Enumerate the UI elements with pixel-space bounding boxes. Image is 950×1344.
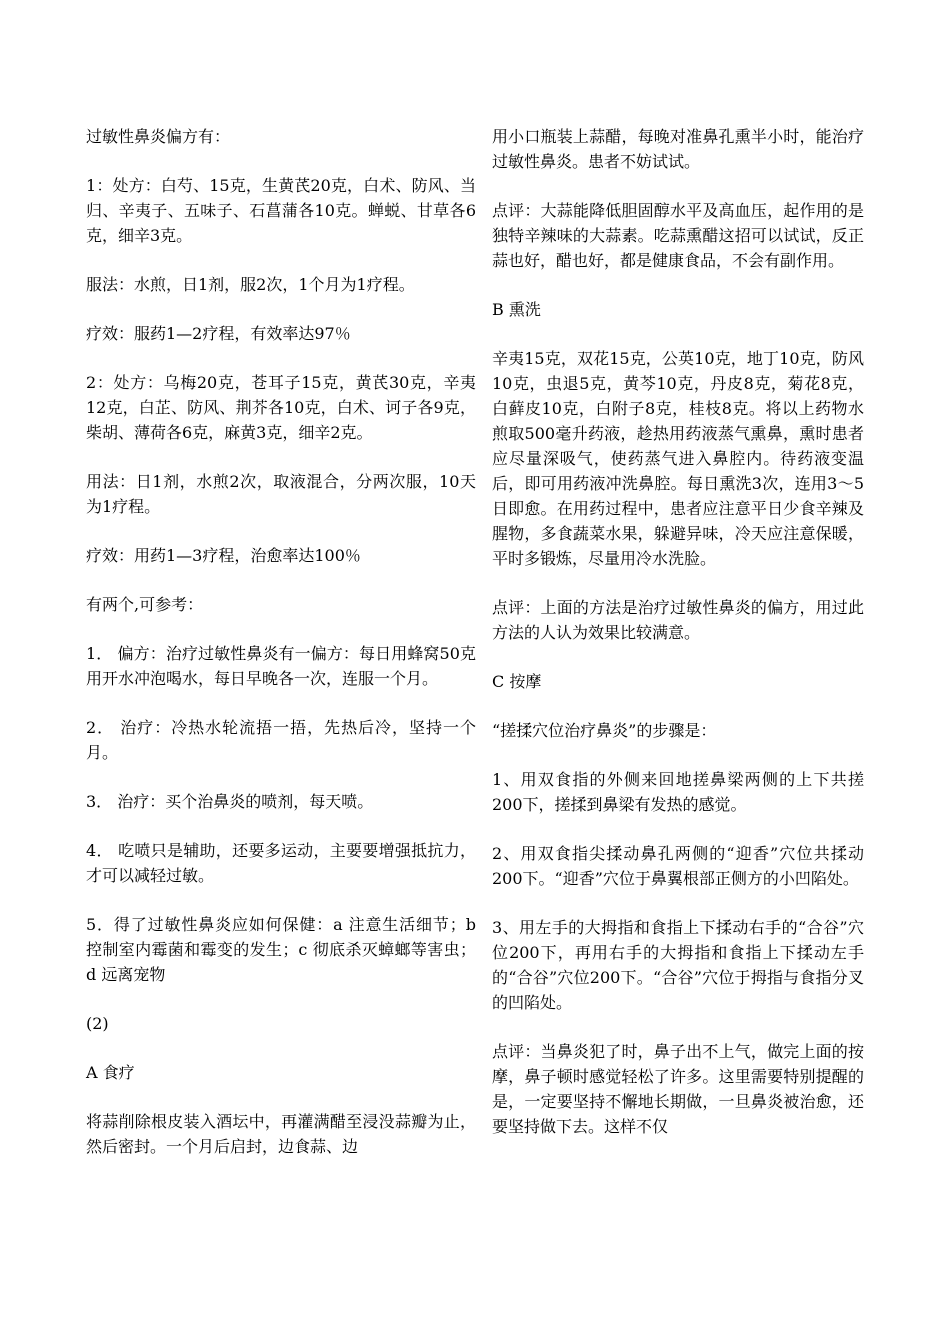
paragraph: “搓揉穴位治疗鼻炎”的步骤是： [492, 721, 717, 740]
paragraph: 有两个,可参考： [86, 595, 204, 614]
right-column [492, 124, 864, 1163]
paragraph: 2． 治疗：冷热水轮流捂一捂，先热后冷，坚持一个月。 [86, 718, 476, 762]
paragraph: 1：处方：白芍、15克，生黄芪20克，白术、防风、当归、辛夷子、五味子、石菖蒲各10克。蝉蜕、甘草各6克，细辛3克。 [86, 176, 476, 245]
paragraph: 2、用双食指尖揉动鼻孔两侧的“迎香”穴位共揉动200下。“迎香”穴位于鼻翼根部正侧方的小凹陷处。 [492, 844, 864, 888]
section-heading: C 按摩 [492, 672, 542, 691]
section-heading: A 食疗 [86, 1063, 135, 1082]
paragraph: 3、用左手的大拇指和食指上下揉动右手的“合谷”穴位200下，再用右手的大拇指和食指上下揉动左手的“合谷”穴位200下。“合谷”穴位于拇指与食指分叉的凹陷处。 [492, 918, 864, 1012]
paragraph: 2：处方：乌梅20克，苍耳子15克，黄芪30克，辛夷12克，白芷、防风、荆芥各10克，白术、诃子各9克，柴胡、薄荷各6克，麻黄3克，细辛2克。 [86, 373, 476, 442]
paragraph: 3． 治疗：买个治鼻炎的喷剂，每天喷。 [86, 792, 374, 811]
paragraph: 辛夷15克，双花15克，公英10克，地丁10克，防风10克，虫退5克，黄芩10克，丹皮8克，菊花8克，白藓皮10克，白附子8克，桂枝8克。将以上药物水煎取500毫升药液，趁热用药液蒸气熏鼻，熏时患者应尽量深吸气，使药蒸气进入鼻腔内。待药液变温后，即可用药液冲洗鼻腔。每日熏洗3次，连用3～5日即愈。在用药过程中，患者应注意平日少食辛辣及腥物，多食蔬菜水果，躲避异味，冷天应注意保暖，平时多锻炼，尽量用冷水洗脸。 [492, 349, 864, 568]
paragraph: 将蒜削除根皮装入酒坛中，再灌满醋至浸没蒜瓣为止，然后密封。一个月后启封，边食蒜、边 [86, 1112, 476, 1156]
paragraph: 点评：上面的方法是治疗过敏性鼻炎的偏方，用过此方法的人认为效果比较满意。 [492, 598, 864, 642]
paragraph: 4． 吃喷只是辅助，还要多运动，主要要增强抵抗力，才可以减轻过敏。 [86, 841, 476, 885]
left-column [86, 124, 476, 1183]
paragraph: 5．得了过敏性鼻炎应如何保健：a 注意生活细节；b 控制室内霉菌和霉变的发生；c 彻底杀灭蟑螂等害虫；d 远离宠物 [86, 915, 476, 984]
paragraph: 过敏性鼻炎偏方有： [86, 127, 231, 146]
paragraph: (2) [86, 1014, 109, 1033]
paragraph: 用小口瓶装上蒜醋，每晚对准鼻孔熏半小时，能治疗过敏性鼻炎。患者不妨试试。 [492, 127, 864, 171]
paragraph: 1、用双食指的外侧来回地搓鼻梁两侧的上下共搓200下，搓揉到鼻梁有发热的感觉。 [492, 770, 864, 814]
paragraph: 疗效：服药1—2疗程，有效率达97％ [86, 324, 351, 343]
paragraph: 疗效：用药1—3疗程，治愈率达100％ [86, 546, 361, 565]
paragraph: 服法：水煎，日1剂，服2次，1个月为1疗程。 [86, 275, 415, 294]
section-heading: B 熏洗 [492, 300, 541, 319]
paragraph: 用法：日1剂，水煎2次，取液混合，分两次服，10天为1疗程。 [86, 472, 476, 516]
paragraph: 1． 偏方：治疗过敏性鼻炎有一偏方：每日用蜂窝50克用开水冲泡喝水，每日早晚各一次，连服一个月。 [86, 644, 476, 688]
paragraph: 点评：当鼻炎犯了时，鼻子出不上气，做完上面的按摩，鼻子顿时感觉轻松了许多。这里需要特别提醒的是，一定要坚持不懈地长期做，一旦鼻炎被治愈，还要坚持做下去。这样不仅 [492, 1042, 864, 1136]
paragraph: 点评：大蒜能降低胆固醇水平及高血压，起作用的是独特辛辣味的大蒜素。吃蒜熏醋这招可以试试，反正蒜也好，醋也好，都是健康食品，不会有副作用。 [492, 201, 864, 270]
